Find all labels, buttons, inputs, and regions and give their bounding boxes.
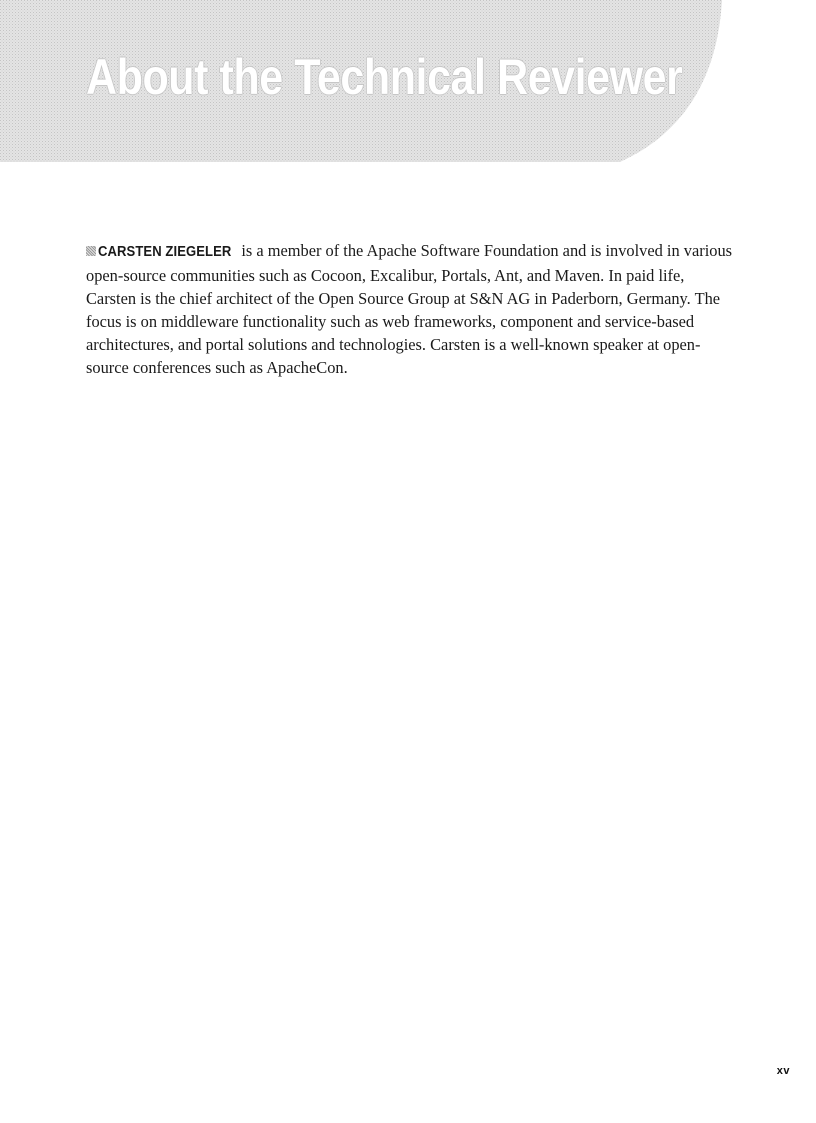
- bullet-marker-icon: [86, 246, 96, 256]
- bio-text: is a member of the Apache Software Foundation and is involved in various open-source communities such as Cocoon, Excalibur, Portals, Ant, and Maven. In paid life, Carsten is the chief architect of the Open Source Group at S&N AG in Paderborn, Germany. The focus is on middleware functionality such as web frameworks, component and service-based architectures, and portal solutions and technologies. Carsten is a well-known speaker at open-source conferences such as ApacheCon.: [86, 241, 733, 377]
- page-number: xv: [776, 1065, 790, 1077]
- reviewer-name: CARSTEN ZIEGELER: [98, 244, 232, 260]
- chapter-title: About the Technical Reviewer: [86, 49, 683, 105]
- reviewer-bio: [86, 239, 736, 379]
